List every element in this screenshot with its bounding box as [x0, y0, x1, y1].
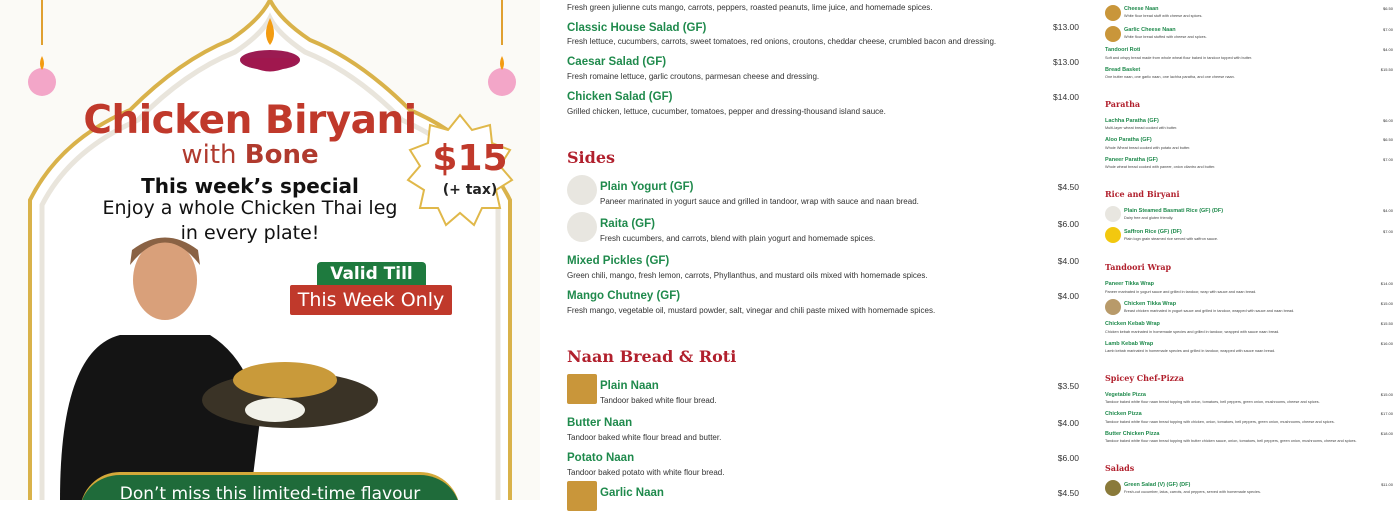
menu-item-price: $15.50 [1380, 321, 1393, 326]
menu-item-price: $6.00 [1382, 118, 1393, 123]
naan-thumbnail-image [1105, 26, 1121, 42]
section-title: Sides [567, 148, 616, 167]
menu-item-price: $14.00 [1053, 92, 1079, 102]
menu-item-price: $7.00 [1382, 27, 1393, 32]
menu-item-desc: Tandoor baked white flour bread. [600, 396, 717, 405]
menu-item-price: $13.00 [1053, 57, 1079, 67]
menu-item-price: $4.50 [1057, 182, 1079, 192]
menu-item-price: $17.00 [1380, 411, 1393, 416]
menu-item-price: $15.00 [1380, 392, 1393, 397]
menu-item-name[interactable]: Potato Naan [567, 452, 635, 464]
menu-item-name[interactable]: Aloo Paratha (GF) [1105, 137, 1152, 143]
menu-item-name[interactable]: Lachha Paratha (GF) [1105, 118, 1159, 124]
menu-item-desc: One butter naan, one garlic naan, one lachha paratha, and one cheese naan. [1105, 75, 1235, 79]
bowl-thumbnail-image [1105, 206, 1121, 222]
menu-item-desc: Plain logn grain steamed rice served with saffron sauce. [1124, 237, 1219, 241]
menu-item-desc: Tandoor baked white flour bread and butter. [567, 433, 722, 442]
menu-item-desc: Fresh mango, vegetable oil, mustard powder, salt, vinegar and chili paste mixed with homemade spices. [567, 306, 936, 315]
menu-item-price: $4.50 [1057, 488, 1079, 498]
section-title: Naan Bread & Roti [567, 347, 737, 366]
this-week-only-label: This Week Only [290, 285, 452, 315]
salad-thumbnail-image [1105, 480, 1121, 496]
menu-item-name[interactable]: Mango Chutney (GF) [567, 290, 681, 302]
section-title: Tandoori Wrap [1105, 262, 1172, 272]
bowl-thumbnail-image [567, 212, 597, 242]
promo-special: This week’s special [141, 174, 359, 198]
menu-item-name[interactable]: Chicken Salad (GF) [567, 91, 673, 103]
menu-item-desc: White flour bread stuff with cheese and spices. [1124, 14, 1203, 18]
menu-item-price: $6.50 [1382, 6, 1393, 11]
menu-item-name[interactable]: Chicken Tikka Wrap [1124, 301, 1177, 307]
menu-item-name[interactable]: Plain Yogurt (GF) [600, 181, 694, 193]
menu-item-desc: Whole wheat bread cooked with paneer, onion cilantro and butter. [1105, 165, 1216, 169]
wrap-thumbnail-image [1105, 299, 1121, 315]
menu-item-name[interactable]: Paneer Tikka Wrap [1105, 281, 1155, 287]
menu-item-desc: Fresh lettuce, cucumbers, carrots, sweet tomatoes, red onions, croutons, cheddar cheese, crumbled bacon and dressing. [567, 37, 997, 46]
naan-thumbnail-image [567, 374, 597, 404]
saffron-thumbnail-image [1105, 227, 1121, 243]
promo-title: Chicken Biryani [83, 98, 417, 143]
menu-item-desc: Multi-layer wheat bread cooked with butter. [1105, 126, 1178, 130]
menu-item-desc: Fresh cucumbers, and carrots, blend with plain yogurt and homemade spices. [600, 234, 876, 243]
menu-item-price: $7.00 [1382, 229, 1393, 234]
menu-item-name[interactable]: Plain Steamed Basmati Rice (GF) (DF) [1124, 208, 1224, 214]
menu-item-price: $14.00 [1380, 281, 1393, 286]
section-title: Rice and Biryani [1105, 189, 1180, 199]
menu-item-price: $18.00 [1380, 431, 1393, 436]
menu-item-desc: White flour bread stuffed with cheese and spices. [1124, 35, 1207, 39]
section-title: Spicey Chef-Pizza [1105, 373, 1184, 383]
menu-item-name[interactable]: Butter Naan [567, 417, 633, 429]
menu-item-price: $15.00 [1380, 301, 1393, 306]
menu-item-desc: Tandoor baked potato with white flour bread. [567, 468, 725, 477]
promo-tax: (+ tax) [442, 182, 498, 198]
menu-item-desc: Soft and crispy bread made from whole wheat flour baked in tandoor topped with butter. [1105, 56, 1253, 60]
bone-text: Bone [244, 140, 319, 170]
menu-item-desc: Fresh romaine lettuce, garlic croutons, parmesan cheese and dressing. [567, 72, 820, 81]
menu-item-price: $15.50 [1380, 67, 1393, 72]
menu-item-price: $6.00 [1057, 219, 1079, 229]
menu-item-desc: Fresh-cut cucumber, latus, carrots, and peppers, served with homemade species. [1124, 490, 1261, 494]
menu-item-desc: Lamb kebab marinated in homemade species and grilled in tandoor, wrapped with sauce naan bread. [1105, 349, 1276, 353]
menu-item-price: $6.00 [1057, 453, 1079, 463]
menu-item-name[interactable]: Classic House Salad (GF) [567, 22, 707, 34]
menu-item-price: $4.00 [1057, 256, 1079, 266]
promo-price: $15 [432, 138, 508, 179]
naan-thumbnail-image [1105, 5, 1121, 21]
menu-item-desc: Paneer marinated in yogurt sauce and grilled in tandoor, wrap with sauce and naan bread. [1105, 290, 1257, 294]
menu-item-price: $4.00 [1057, 291, 1079, 301]
bowl-thumbnail-image [567, 175, 597, 205]
menu-item-name[interactable]: Bread Basket [1105, 67, 1141, 73]
intro-item-desc: Fresh green julienne cuts mango, carrots, peppers, roasted peanuts, lime juice, and homemade spices. [567, 3, 933, 12]
section-title: Salads [1105, 463, 1135, 473]
arch-frame-decoration [0, 0, 540, 500]
menu-item-name[interactable]: Raita (GF) [600, 218, 655, 230]
menu-item-name[interactable]: Paneer Paratha (GF) [1105, 157, 1158, 163]
menu-item-name[interactable]: Plain Naan [600, 380, 659, 392]
valid-till-label: Valid Till [317, 262, 426, 286]
section-title: Paratha [1105, 99, 1141, 109]
menu-item-name[interactable]: Chicken Pizza [1105, 411, 1142, 417]
menu-item-name[interactable]: Garlic Cheese Naan [1124, 27, 1176, 33]
menu-item-name[interactable]: Garlic Naan [600, 487, 664, 499]
menu-item-name[interactable]: Butter Chicken Pizza [1105, 431, 1160, 437]
promo-footer-banner: Don’t miss this limited-time flavour [80, 472, 460, 500]
menu-item-name[interactable]: Vegetable Pizza [1105, 392, 1146, 398]
with-text: with [181, 140, 237, 170]
menu-item-price: $3.50 [1057, 381, 1079, 391]
menu-item-desc: Tandoor baked white flour naan bread topping with butter chicken sauce, onion, tomatoes, bell peppers, green onion, mushrooms, cheese and spices. [1105, 439, 1357, 443]
menu-item-price: $7.00 [1382, 157, 1393, 162]
menu-item-name[interactable]: Lamb Kebab Wrap [1105, 341, 1154, 347]
menu-item-name[interactable]: Tandoori Roti [1105, 47, 1141, 53]
menu-item-desc: Chicken kebab marinated in homemade species and grilled in tandoor, wrapped with sauce naan bread. [1105, 330, 1280, 334]
menu-item-price: $4.00 [1382, 208, 1393, 213]
menu-item-name[interactable]: Mixed Pickles (GF) [567, 255, 670, 267]
menu-item-price: $16.00 [1380, 341, 1393, 346]
menu-item-name[interactable]: Cheese Naan [1124, 6, 1159, 12]
menu-item-name[interactable]: Chicken Kebab Wrap [1105, 321, 1160, 327]
menu-item-name[interactable]: Saffron Rice (GF) (DF) [1124, 229, 1182, 235]
promo-banner [0, 0, 540, 500]
menu-item-desc: Whole Wheat bread cooked with potato and butter. [1105, 146, 1191, 150]
hanging-lamp-left-icon [28, 0, 56, 96]
menu-item-desc: Breast chicken marinated in yogurt sauce and grilled in tandoor, wrapped with sauce and naan bread. [1124, 309, 1295, 313]
menu-item-price: $4.00 [1057, 418, 1079, 428]
menu-item-price: $4.00 [1382, 47, 1393, 52]
menu-item-price: $13.00 [1053, 22, 1079, 32]
menu-item-desc: Green chili, mango, fresh lemon, carrots, Phyllanthus, and mustard oils mixed with homemade spices. [567, 271, 928, 280]
menu-item-desc: Tandoor baked white flour naan bread topping with chicken, onion, tomatoes, bell peppers, green onion, mushrooms, cheese and spices. [1105, 420, 1335, 424]
menu-item-desc: Grilled chicken, lettuce, cucumber, tomatoes, pepper and dressing-thousand island sauce. [567, 107, 886, 116]
menu-item-price: $6.50 [1382, 137, 1393, 142]
hanging-lamp-right-icon [488, 0, 516, 96]
promo-line-1: Enjoy a whole Chicken Thai leg [102, 197, 398, 219]
menu-item-desc: Dairy free and gluten friendly. [1124, 216, 1174, 220]
menu-item-name[interactable]: Caesar Salad (GF) [567, 56, 667, 68]
menu-item-desc: Paneer marinated in yogurt sauce and grilled in tandoor, wrap with sauce and naan bread. [600, 197, 919, 206]
menu-item-name[interactable]: Green Salad (V) (GF) (DF) [1124, 482, 1191, 488]
menu-item-desc: Tandoor baked white flour naan bread topping with onion, tomatoes, bell peppers, green onion, mushrooms, cheese and spices. [1105, 400, 1320, 404]
naan-thumbnail-image [567, 481, 597, 511]
promo-line-2: in every plate! [180, 222, 320, 244]
menu-item-price: $11.00 [1381, 482, 1393, 487]
